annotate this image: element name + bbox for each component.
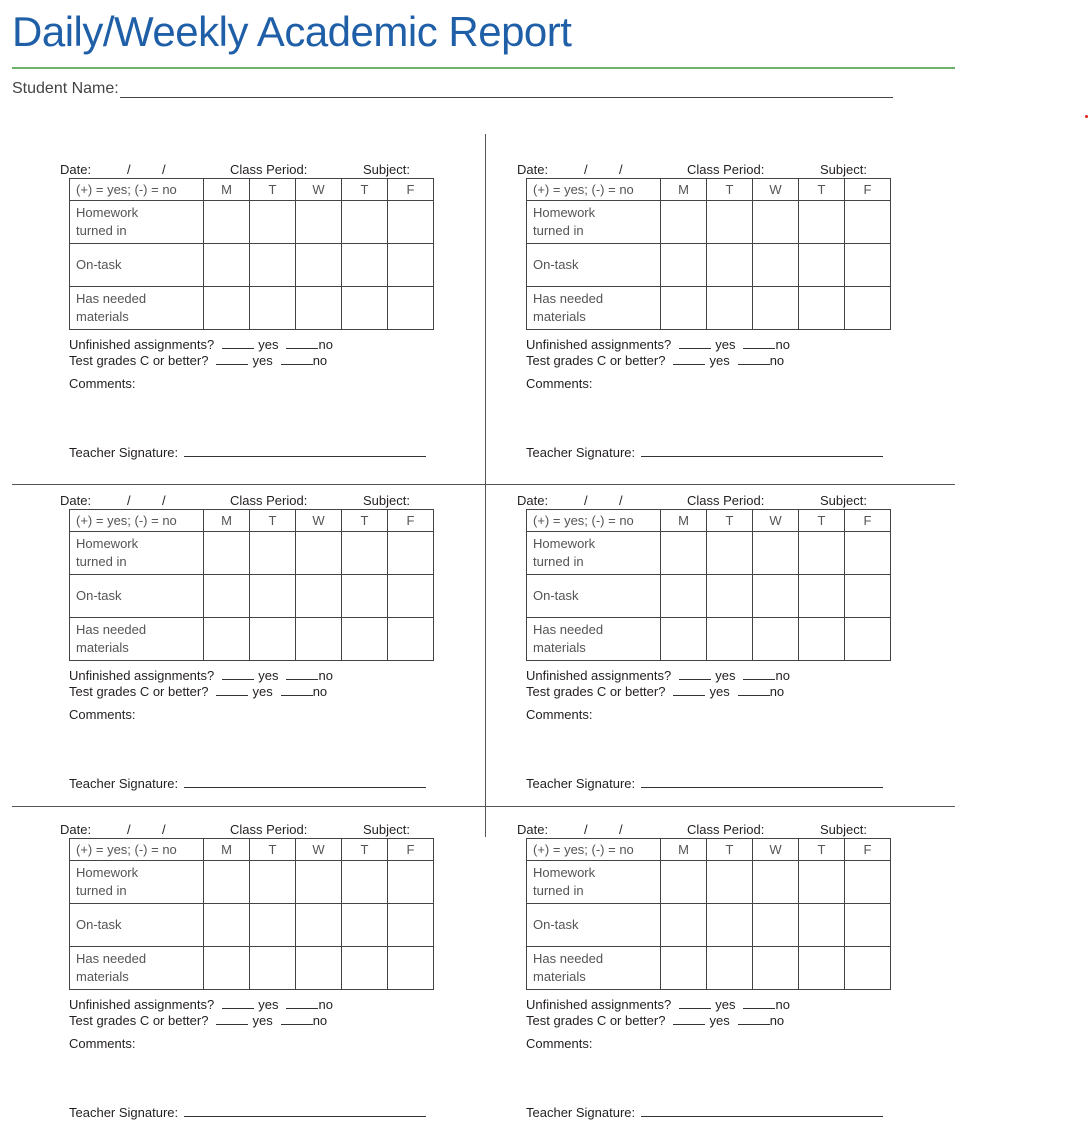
grid-cell[interactable]: [799, 244, 845, 287]
answer-blank[interactable]: [222, 669, 254, 680]
table-row: [527, 532, 891, 575]
class-period-label: Class Period:: [687, 162, 765, 177]
day-header-th: T: [342, 179, 388, 201]
date-slash: /: [619, 822, 623, 837]
test-grades-question: Test grades C or better? yes no: [526, 684, 785, 699]
test-grades-question: Test grades C or better? yes no: [526, 1013, 785, 1028]
comments-label: Comments:: [526, 376, 593, 391]
grid-cell[interactable]: [799, 287, 845, 330]
weekly-grid: [526, 178, 891, 330]
grid-cell[interactable]: [204, 532, 250, 575]
page-title: Daily/Weekly Academic Report: [12, 8, 572, 55]
grid-cell[interactable]: [296, 904, 342, 947]
grid-cell[interactable]: [250, 575, 296, 618]
report-card: [60, 822, 500, 1142]
unfinished-assignments-question: Unfinished assignments? yes no: [526, 337, 790, 352]
answer-blank[interactable]: [743, 338, 775, 349]
grid-cell[interactable]: [661, 201, 707, 244]
table-row: [527, 287, 891, 330]
day-header-t: T: [250, 510, 296, 532]
answer-blank[interactable]: [679, 338, 711, 349]
unfinished-assignments-question: Unfinished assignments? yes no: [69, 997, 333, 1012]
grid-cell[interactable]: [250, 861, 296, 904]
day-header-t: T: [707, 179, 753, 201]
date-slash: /: [584, 822, 588, 837]
unfinished-assignments-question: Unfinished assignments? yes no: [526, 668, 790, 683]
grid-cell[interactable]: [661, 618, 707, 661]
subject-label: Subject:: [363, 822, 410, 837]
grid-cell[interactable]: [845, 861, 891, 904]
grid-cell[interactable]: [204, 947, 250, 990]
signature-field[interactable]: [641, 1106, 883, 1117]
grid-cell[interactable]: [799, 861, 845, 904]
day-header-w: W: [753, 839, 799, 861]
report-card: [517, 162, 957, 482]
answer-blank[interactable]: [281, 354, 313, 365]
grid-cell[interactable]: [845, 201, 891, 244]
day-header-m: M: [204, 839, 250, 861]
grid-cell[interactable]: [342, 532, 388, 575]
report-card: [60, 493, 500, 813]
date-slash: /: [127, 493, 131, 508]
legend-header: (+) = yes; (-) = no: [70, 839, 204, 861]
date-label: Date:: [517, 162, 549, 177]
date-label: Date:: [60, 822, 92, 837]
subject-label: Subject:: [820, 162, 867, 177]
comments-label: Comments:: [526, 1036, 593, 1051]
weekly-grid: [69, 509, 434, 661]
class-period-label: Class Period:: [687, 822, 765, 837]
grid-cell[interactable]: [388, 244, 434, 287]
grid-cell[interactable]: [707, 532, 753, 575]
legend-header: (+) = yes; (-) = no: [527, 179, 661, 201]
grid-cell[interactable]: [250, 904, 296, 947]
grid-cell[interactable]: [753, 244, 799, 287]
date-slash: /: [127, 822, 131, 837]
subject-label: Subject:: [820, 493, 867, 508]
day-header-t: T: [250, 839, 296, 861]
day-header-w: W: [753, 510, 799, 532]
grid-cell[interactable]: [204, 201, 250, 244]
answer-blank[interactable]: [216, 1014, 248, 1025]
table-row: [70, 618, 434, 661]
day-header-f: F: [388, 839, 434, 861]
subject-label: Subject:: [363, 493, 410, 508]
grid-cell[interactable]: [661, 861, 707, 904]
day-header-th: T: [799, 179, 845, 201]
report-card: [517, 493, 957, 813]
grid-cell[interactable]: [799, 575, 845, 618]
table-row: [527, 201, 891, 244]
day-header-w: W: [296, 839, 342, 861]
row-label-on-task: On-task: [70, 575, 204, 618]
table-row: [70, 947, 434, 990]
table-row: [527, 861, 891, 904]
date-slash: /: [619, 493, 623, 508]
answer-blank[interactable]: [673, 1014, 705, 1025]
row-label-materials: Has needed materials: [527, 618, 661, 661]
table-row: [70, 287, 434, 330]
class-period-label: Class Period:: [230, 162, 308, 177]
teacher-signature: Teacher Signature:: [526, 776, 883, 791]
grid-cell[interactable]: [707, 947, 753, 990]
grid-cell[interactable]: [204, 904, 250, 947]
table-row: [70, 532, 434, 575]
day-header-t: T: [707, 510, 753, 532]
teacher-signature: Teacher Signature:: [69, 445, 426, 460]
table-row: [527, 575, 891, 618]
row-label-homework: Homework turned in: [527, 532, 661, 575]
teacher-signature: Teacher Signature:: [69, 1105, 426, 1120]
grid-cell[interactable]: [342, 287, 388, 330]
grid-cell[interactable]: [661, 244, 707, 287]
teacher-signature: Teacher Signature:: [526, 445, 883, 460]
class-period-label: Class Period:: [687, 493, 765, 508]
signature-field[interactable]: [184, 1106, 426, 1117]
table-row: [70, 244, 434, 287]
weekly-grid: [69, 838, 434, 990]
signature-field[interactable]: [184, 446, 426, 457]
table-row: [70, 861, 434, 904]
test-grades-question: Test grades C or better? yes no: [526, 353, 785, 368]
day-header-m: M: [204, 179, 250, 201]
comments-label: Comments:: [526, 707, 593, 722]
unfinished-assignments-question: Unfinished assignments? yes no: [69, 337, 333, 352]
signature-field[interactable]: [641, 777, 883, 788]
horizontal-divider-1: [12, 484, 955, 485]
grid-cell[interactable]: [250, 244, 296, 287]
day-header-m: M: [661, 510, 707, 532]
grid-cell[interactable]: [707, 861, 753, 904]
grid-cell[interactable]: [661, 287, 707, 330]
grid-cell[interactable]: [753, 575, 799, 618]
grid-cell[interactable]: [296, 201, 342, 244]
grid-cell[interactable]: [204, 575, 250, 618]
row-label-homework: Homework turned in: [70, 861, 204, 904]
table-row: [527, 244, 891, 287]
grid-cell[interactable]: [707, 618, 753, 661]
grid-cell[interactable]: [250, 618, 296, 661]
grid-cell[interactable]: [388, 904, 434, 947]
grid-cell[interactable]: [661, 575, 707, 618]
grid-cell[interactable]: [661, 532, 707, 575]
grid-cell[interactable]: [799, 904, 845, 947]
answer-blank[interactable]: [743, 998, 775, 1009]
grid-cell[interactable]: [707, 201, 753, 244]
grid-cell[interactable]: [342, 861, 388, 904]
subject-label: Subject:: [363, 162, 410, 177]
grid-cell[interactable]: [799, 947, 845, 990]
answer-blank[interactable]: [743, 669, 775, 680]
row-label-on-task: On-task: [70, 904, 204, 947]
grid-cell[interactable]: [845, 618, 891, 661]
grid-cell[interactable]: [388, 201, 434, 244]
date-label: Date:: [60, 493, 92, 508]
comments-label: Comments:: [69, 1036, 136, 1051]
grid-cell[interactable]: [661, 904, 707, 947]
day-header-m: M: [204, 510, 250, 532]
unfinished-assignments-question: Unfinished assignments? yes no: [69, 668, 333, 683]
weekly-grid: [526, 509, 891, 661]
grid-cell[interactable]: [707, 287, 753, 330]
weekly-grid: [526, 838, 891, 990]
answer-blank[interactable]: [286, 669, 318, 680]
row-label-on-task: On-task: [70, 244, 204, 287]
legend-header: (+) = yes; (-) = no: [70, 510, 204, 532]
grid-cell[interactable]: [250, 947, 296, 990]
class-period-label: Class Period:: [230, 493, 308, 508]
table-row: [527, 904, 891, 947]
answer-blank[interactable]: [679, 998, 711, 1009]
day-header-f: F: [845, 510, 891, 532]
day-header-f: F: [388, 510, 434, 532]
answer-blank[interactable]: [281, 685, 313, 696]
report-card: [517, 822, 957, 1142]
legend-header: (+) = yes; (-) = no: [527, 510, 661, 532]
subject-label: Subject:: [820, 822, 867, 837]
grid-cell[interactable]: [250, 532, 296, 575]
grid-cell[interactable]: [661, 947, 707, 990]
table-row: [527, 618, 891, 661]
date-slash: /: [584, 493, 588, 508]
grid-cell[interactable]: [388, 287, 434, 330]
day-header-m: M: [661, 839, 707, 861]
answer-blank[interactable]: [216, 685, 248, 696]
day-header-w: W: [296, 179, 342, 201]
signature-field[interactable]: [184, 777, 426, 788]
grid-cell[interactable]: [388, 532, 434, 575]
answer-blank[interactable]: [673, 354, 705, 365]
row-label-homework: Homework turned in: [527, 201, 661, 244]
date-slash: /: [584, 162, 588, 177]
answer-blank[interactable]: [222, 998, 254, 1009]
comments-label: Comments:: [69, 376, 136, 391]
table-row: [70, 575, 434, 618]
grid-cell[interactable]: [296, 947, 342, 990]
title-rule: [12, 67, 955, 69]
answer-blank[interactable]: [216, 354, 248, 365]
date-slash: /: [619, 162, 623, 177]
date-label: Date:: [60, 162, 92, 177]
teacher-signature: Teacher Signature:: [69, 776, 426, 791]
row-label-on-task: On-task: [527, 575, 661, 618]
grid-cell[interactable]: [799, 532, 845, 575]
grid-cell[interactable]: [388, 861, 434, 904]
grid-cell[interactable]: [296, 532, 342, 575]
day-header-f: F: [388, 179, 434, 201]
teacher-signature: Teacher Signature:: [526, 1105, 883, 1120]
grid-cell[interactable]: [707, 575, 753, 618]
grid-cell[interactable]: [342, 947, 388, 990]
grid-cell[interactable]: [250, 201, 296, 244]
day-header-w: W: [753, 179, 799, 201]
day-header-t: T: [707, 839, 753, 861]
report-card: [60, 162, 500, 482]
grid-cell[interactable]: [845, 575, 891, 618]
day-header-t: T: [250, 179, 296, 201]
grid-cell[interactable]: [753, 287, 799, 330]
grid-cell[interactable]: [204, 244, 250, 287]
answer-blank[interactable]: [738, 1014, 770, 1025]
signature-field[interactable]: [641, 446, 883, 457]
row-label-materials: Has needed materials: [70, 287, 204, 330]
grid-cell[interactable]: [388, 575, 434, 618]
grid-cell[interactable]: [388, 618, 434, 661]
class-period-label: Class Period:: [230, 822, 308, 837]
table-row: [527, 947, 891, 990]
date-slash: /: [162, 162, 166, 177]
legend-header: (+) = yes; (-) = no: [70, 179, 204, 201]
grid-cell[interactable]: [296, 575, 342, 618]
grid-cell[interactable]: [296, 244, 342, 287]
weekly-grid: [69, 178, 434, 330]
row-label-on-task: On-task: [527, 904, 661, 947]
grid-cell[interactable]: [799, 618, 845, 661]
grid-cell[interactable]: [845, 287, 891, 330]
day-header-th: T: [799, 510, 845, 532]
grid-cell[interactable]: [204, 861, 250, 904]
day-header-f: F: [845, 839, 891, 861]
grid-cell[interactable]: [342, 201, 388, 244]
answer-blank[interactable]: [222, 338, 254, 349]
day-header-f: F: [845, 179, 891, 201]
row-label-on-task: On-task: [527, 244, 661, 287]
answer-blank[interactable]: [738, 685, 770, 696]
grid-cell[interactable]: [204, 287, 250, 330]
day-header-th: T: [799, 839, 845, 861]
grid-cell[interactable]: [753, 532, 799, 575]
unfinished-assignments-question: Unfinished assignments? yes no: [526, 997, 790, 1012]
answer-blank[interactable]: [286, 338, 318, 349]
test-grades-question: Test grades C or better? yes no: [69, 1013, 328, 1028]
row-label-materials: Has needed materials: [527, 287, 661, 330]
red-dot-mark: [1085, 115, 1088, 118]
grid-cell[interactable]: [799, 201, 845, 244]
day-header-m: M: [661, 179, 707, 201]
test-grades-question: Test grades C or better? yes no: [69, 684, 328, 699]
row-label-materials: Has needed materials: [527, 947, 661, 990]
row-label-homework: Homework turned in: [70, 201, 204, 244]
answer-blank[interactable]: [673, 685, 705, 696]
grid-cell[interactable]: [845, 244, 891, 287]
grid-cell[interactable]: [296, 861, 342, 904]
answer-blank[interactable]: [679, 669, 711, 680]
student-name-label: Student Name:: [12, 80, 119, 97]
grid-cell[interactable]: [753, 904, 799, 947]
grid-cell[interactable]: [753, 201, 799, 244]
grid-cell[interactable]: [204, 618, 250, 661]
grid-cell[interactable]: [707, 904, 753, 947]
grid-cell[interactable]: [250, 287, 296, 330]
row-label-materials: Has needed materials: [70, 618, 204, 661]
grid-cell[interactable]: [342, 618, 388, 661]
grid-cell[interactable]: [753, 618, 799, 661]
date-label: Date:: [517, 822, 549, 837]
grid-cell[interactable]: [707, 244, 753, 287]
grid-cell[interactable]: [342, 904, 388, 947]
student-name-field[interactable]: [120, 97, 893, 98]
grid-cell[interactable]: [845, 947, 891, 990]
answer-blank[interactable]: [286, 998, 318, 1009]
date-label: Date:: [517, 493, 549, 508]
grid-cell[interactable]: [342, 244, 388, 287]
day-header-th: T: [342, 510, 388, 532]
comments-label: Comments:: [69, 707, 136, 722]
day-header-th: T: [342, 839, 388, 861]
row-label-homework: Homework turned in: [527, 861, 661, 904]
table-row: [70, 904, 434, 947]
table-row: [70, 201, 434, 244]
date-slash: /: [162, 493, 166, 508]
grid-cell[interactable]: [753, 861, 799, 904]
row-label-homework: Homework turned in: [70, 532, 204, 575]
date-slash: /: [162, 822, 166, 837]
answer-blank[interactable]: [281, 1014, 313, 1025]
date-slash: /: [127, 162, 131, 177]
day-header-w: W: [296, 510, 342, 532]
grid-cell[interactable]: [753, 947, 799, 990]
legend-header: (+) = yes; (-) = no: [527, 839, 661, 861]
grid-cell[interactable]: [296, 618, 342, 661]
grid-cell[interactable]: [845, 904, 891, 947]
row-label-materials: Has needed materials: [70, 947, 204, 990]
grid-cell[interactable]: [342, 575, 388, 618]
grid-cell[interactable]: [845, 532, 891, 575]
answer-blank[interactable]: [738, 354, 770, 365]
test-grades-question: Test grades C or better? yes no: [69, 353, 328, 368]
grid-cell[interactable]: [388, 947, 434, 990]
grid-cell[interactable]: [296, 287, 342, 330]
